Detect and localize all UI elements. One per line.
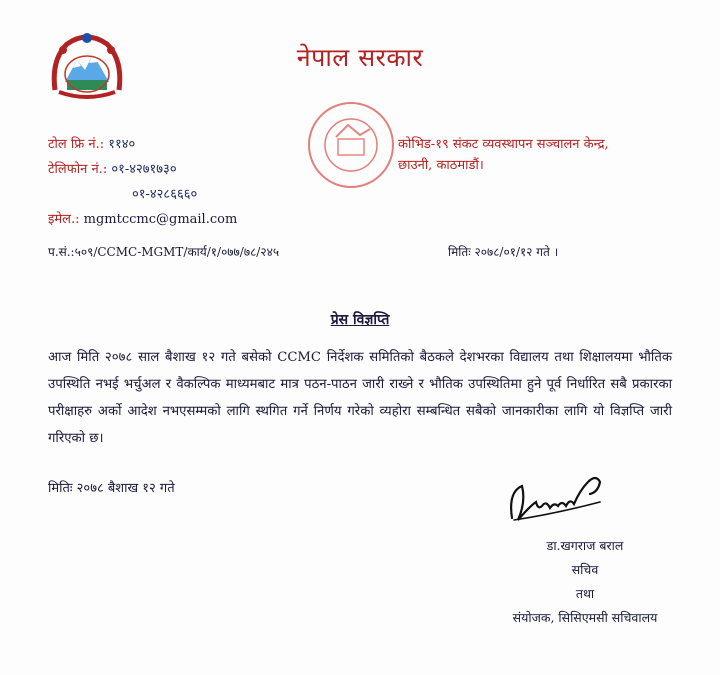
- contact-block: [48, 132, 237, 232]
- phone-row-2: [48, 182, 237, 207]
- signatory-title-and: तथा: [575, 586, 595, 601]
- phone-row: [48, 157, 237, 182]
- email-label: इमेल.:: [48, 212, 80, 227]
- issue-date: मितिः २०७८/०१/१२ गते ।: [448, 245, 559, 259]
- office-name-line1: कोभिड-१९ संकट व्यवस्थापन सञ्चालन केन्द्र,: [398, 137, 609, 152]
- signatory-title-coordinator: संयोजक, सिसिएमसी सचिवालय: [512, 610, 658, 625]
- office-seal-stamp: [296, 95, 406, 195]
- phone-value-2: ०१-४२८६६६०: [132, 187, 198, 202]
- email-value[interactable]: mgmtccmc@gmail.com: [83, 212, 238, 227]
- toll-free-row: [48, 132, 237, 157]
- government-title: नेपाल सरकार: [296, 43, 424, 72]
- notice-title: प्रेस विज्ञप्ति: [330, 312, 390, 328]
- reference-number: प.सं.:५०९/CCMC-MGMT/कार्य/१/०७७/७८/२४५: [48, 245, 280, 259]
- email-row: [48, 207, 237, 232]
- handwritten-signature: [504, 462, 608, 528]
- notice-body: आज मिति २०७८ साल बैशाख १२ गते बसेको CCMC निर्देशक समितिको बैठकले देशभरका विद्यालय तथा शिक्षालयमा भौतिक उपस्थिति नभई भर्चुअल र वैकल्पिक माध्यमबाट मात्र पठन-पाठन जारी राख्ने र भौतिक उपस्थितिमा हुने पूर्व निर्धारित सबै प्रकारका परीक्षाहरु अर्को आदेश नभएसम्मको लागि स्थगित गर्ने निर्णय गरेको व्यहोरा सम्बन्धित सबैको जानकारीका लागि यो विज्ञप्ति जारी गरिएको छ।: [48, 350, 672, 446]
- phone-label: टेलिफोन नं.:: [48, 162, 108, 177]
- signatory-block: [470, 534, 700, 630]
- office-name-block: [398, 134, 678, 176]
- toll-free-value: ११४०: [108, 137, 136, 152]
- phone-value-1: ०१-४२७१७३०: [111, 162, 177, 177]
- signatory-title-secretary: सचिव: [571, 562, 599, 577]
- signatory-name: डा.खगराज बराल: [546, 538, 624, 553]
- toll-free-label: टोल फ्रि नं.:: [48, 137, 105, 152]
- office-name-line2: छाउनी, काठमाडौं।: [398, 158, 484, 173]
- notice-date: मितिः २०७८ बैशाख १२ गते: [48, 481, 175, 496]
